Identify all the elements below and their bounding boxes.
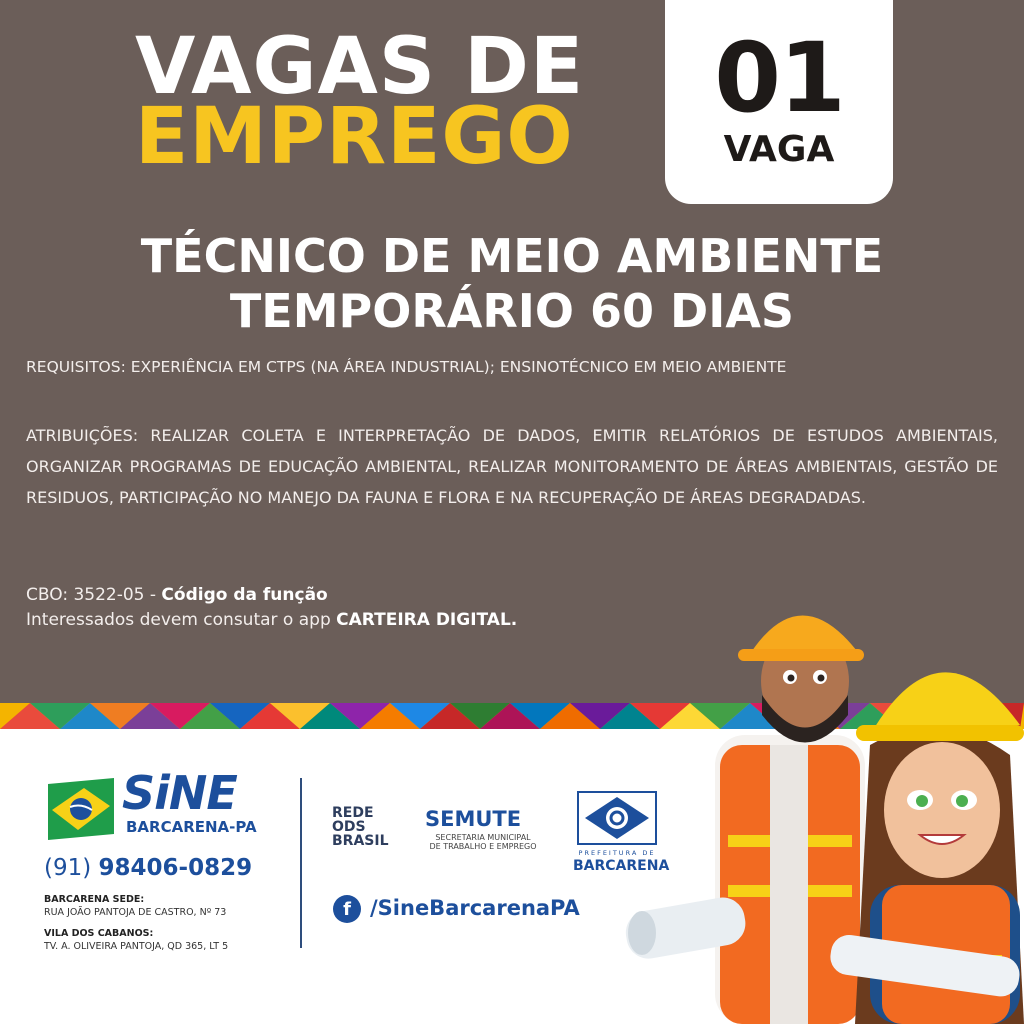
cbo-code: CBO: 3522-05 -	[26, 585, 162, 605]
phone-digits: 98406-0829	[98, 855, 253, 881]
vila-label: VILA DOS CABANOS:	[44, 928, 154, 939]
semute-sub-line1: SECRETARIA MUNICIPAL	[435, 833, 531, 842]
interest-line	[26, 610, 517, 630]
vacancy-badge	[665, 0, 893, 204]
sede-address: RUA JOÃO PANTOJA DE CASTRO, Nº 73	[44, 907, 227, 918]
vacancy-count: 01	[714, 22, 844, 134]
app-name: CARTEIRA DIGITAL.	[336, 610, 518, 630]
brazil-flag-icon	[48, 778, 114, 840]
rede-ods-line1: REDE	[332, 805, 374, 821]
prefeitura-label: PREFEITURA DE	[578, 849, 656, 857]
semute-subtitle	[424, 833, 542, 851]
headline-line1: VAGAS DE	[135, 22, 585, 112]
footer-divider	[300, 778, 302, 948]
rede-ods-line3: BRASIL	[332, 833, 389, 849]
requirements-text: REQUISITOS: EXPERIÊNCIA EM CTPS (NA ÁREA INDUSTRIAL); ENSINOTÉCNICO EM MEIO AMBIENTE	[26, 358, 787, 376]
workers-illustration	[620, 585, 1024, 1024]
semute-logo: SEMUTE	[425, 807, 522, 831]
rede-ods-line2: ODS	[332, 819, 366, 835]
phone-number	[44, 855, 252, 881]
rede-ods-logo	[332, 806, 389, 848]
facebook-handle[interactable]: /SineBarcarenaPA	[370, 896, 580, 920]
cbo-description: Código da função	[161, 585, 328, 605]
semute-sub-line2: DE TRABALHO E EMPREGO	[429, 842, 537, 851]
job-title-line2: TEMPORÁRIO 60 DIAS	[229, 284, 795, 338]
attributions-text: ATRIBUIÇÕES: REALIZAR COLETA E INTERPRETAÇÃO DE DADOS, EMITIR RELATÓRIOS DE ESTUDOS AMBIENTAIS, ORGANIZAR PROGRAMAS DE EDUCAÇÃO AMBIENTAL, REALIZAR MONITORAMENTO DE ÁREAS AMBIENTAIS, GESTÃO DE RESIDUOS, PARTICIPAÇÃO NO MANEJO DA FAUNA E FLORA E NA RECUPERAÇÃO DE ÁREAS DEGRADADAS.	[26, 426, 998, 507]
facebook-icon: f	[333, 895, 361, 923]
sine-logo-text: SiNE	[122, 766, 237, 820]
headline-line2: EMPREGO	[135, 92, 574, 182]
vacancy-label: VAGA	[723, 129, 835, 170]
phone-area-code: (91)	[44, 855, 99, 881]
cbo-line	[26, 585, 328, 605]
vila-address: TV. A. OLIVEIRA PANTOJA, QD 365, LT 5	[44, 941, 229, 952]
job-title-line1: TÉCNICO DE MEIO AMBIENTE	[140, 229, 884, 283]
sede-label: BARCARENA SEDE:	[44, 894, 145, 905]
interest-text: Interessados devem consutar o app	[26, 610, 337, 630]
sine-location: BARCARENA-PA	[126, 818, 257, 836]
prefeitura-name: BARCARENA	[573, 858, 670, 874]
